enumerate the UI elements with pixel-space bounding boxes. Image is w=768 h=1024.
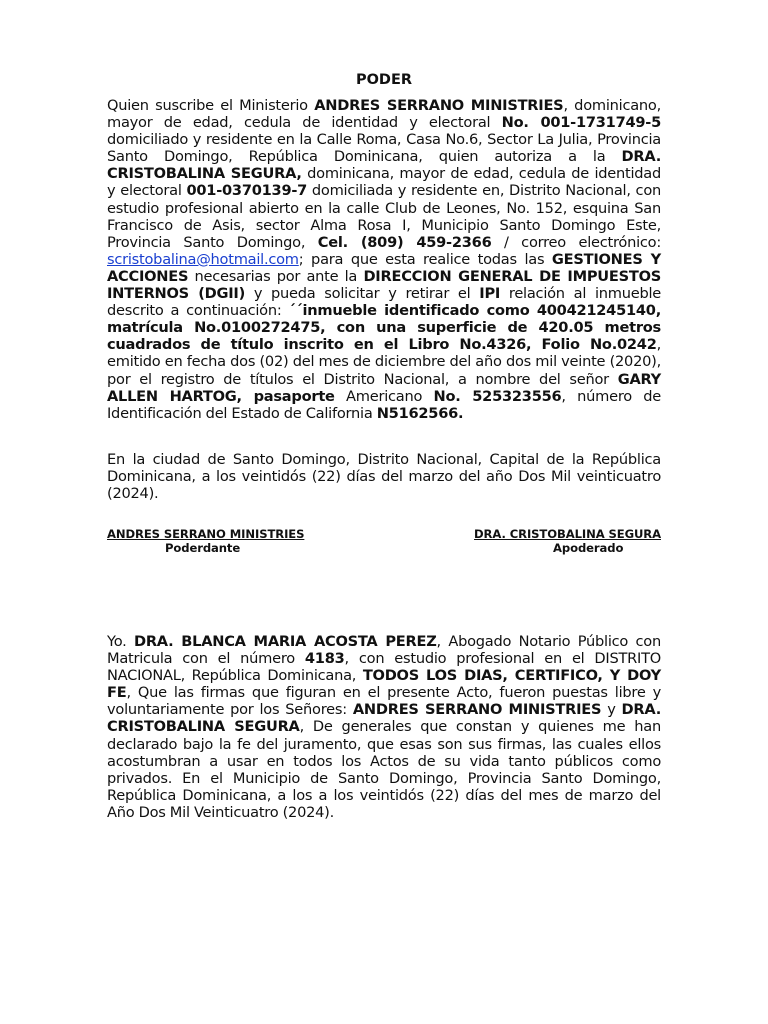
- bold-text-run: No. 001-1731749-5: [501, 114, 662, 132]
- bold-text-run: 001-0370139-7: [186, 182, 308, 200]
- bold-text-run: ´´inmueble identificado como 400421245140, matrícula No.0100272475, con una superficie de 420.05 metros cuadrados de título inscrito en el Libro No.4326, Folio No.0242: [107, 302, 661, 354]
- power-of-attorney-paragraph: [107, 97, 661, 422]
- bold-text-run: Cel. (809) 459-2366: [317, 233, 492, 251]
- email-link[interactable]: scristobalina@hotmail.com: [107, 250, 299, 268]
- bold-text-run: GARY ALLEN HARTOG, pasaporte: [107, 370, 661, 405]
- bold-text-run: DRA. CRISTOBALINA SEGURA,: [107, 148, 661, 183]
- text-run: Yo.: [107, 633, 134, 650]
- text-run: , Abogado Notario Público con Matricula con el número: [107, 633, 661, 668]
- attorney-name: DRA. CRISTOBALINA SEGURA: [474, 527, 661, 541]
- text-run: , De generales que constan y quienes me han declarado bajo la fe del juramento, que esas son sus firmas, las cuales ellos acostumbran a usar en todos los Actos de su vida tanto públicos como privados. En el Municipio de Santo Domingo, Provincia Santo Domingo, República Dominicana, a los a los veintidós (22) días del mes de marzo del Año Dos Mil Veinticuatro (2024).: [107, 718, 661, 821]
- bold-text-run: ANDRES SERRANO MINISTRIES: [352, 701, 602, 719]
- bold-text-run: GESTIONES Y ACCIONES: [107, 250, 661, 285]
- text-run: , dominicano, mayor de edad, cedula de identidad y electoral: [107, 97, 661, 132]
- text-run: domiciliado y residente en la Calle Roma, Casa No.6, Sector La Julia, Provincia Santo Domingo, República Dominicana, quien autoriza a la: [107, 131, 661, 166]
- bold-text-run: DRA. BLANCA MARIA ACOSTA PEREZ: [133, 633, 437, 650]
- notary-certification-paragraph: [107, 633, 661, 821]
- text-run: dominicana, mayor de edad, cedula de identidad y electoral: [107, 165, 661, 200]
- text-run: , Que las firmas que figuran en el presente Acto, fueron puestas libre y voluntariamente por los Señores:: [107, 684, 661, 719]
- text-run: / correo electrónico:: [491, 233, 661, 251]
- text-run: domiciliada y residente en, Distrito Nacional, con estudio profesional abierto en la calle Club de Leones, No. 152, esquina San Francisco de Asis, sector Alma Rosa I, Municipio Santo Domingo Este, Provincia Santo Domingo,: [107, 182, 661, 251]
- grantor-name: ANDRES SERRANO MINISTRIES: [107, 527, 305, 541]
- bold-text-run: N5162566.: [376, 404, 464, 422]
- text-run: y: [601, 701, 622, 719]
- bold-text-run: TODOS LOS DIAS, CERTIFICO, Y DOY FE: [107, 667, 661, 702]
- bold-text-run: DRA. CRISTOBALINA SEGURA: [107, 701, 662, 736]
- bold-text-run: 4183: [304, 650, 345, 668]
- text-run: relación al inmueble descrito a continuación:: [107, 285, 661, 320]
- text-run: , emitido en fecha dos (02) del mes de diciembre del año dos mil veinte (2020), por el registro de títulos el Distrito Nacional, a nombre del señor: [107, 336, 661, 388]
- text-run: y pueda solicitar y retirar el: [245, 285, 480, 303]
- text-run: En la ciudad de Santo Domingo, Distrito Nacional, Capital de la República Dominicana, a los veintidós (22) días del marzo del año Dos Mil veinticuatro (2024).: [107, 451, 661, 503]
- bold-text-run: No. 525323556: [433, 387, 562, 405]
- bold-text-run: IPI: [479, 285, 501, 303]
- date-location-paragraph: [107, 451, 661, 502]
- signature-block-attorney: [474, 527, 661, 555]
- document-title: PODER: [355, 72, 413, 88]
- text-run: , con estudio profesional en el DISTRITO NACIONAL, República Dominicana,: [107, 650, 661, 685]
- text-run: necesarias por ante la: [188, 267, 364, 285]
- text-run: Americano: [334, 387, 434, 405]
- text-run: Quien suscribe el Ministerio: [107, 97, 315, 114]
- grantor-role: Poderdante: [165, 541, 241, 555]
- text-run: ; para que esta realice todas las: [298, 250, 552, 268]
- signature-block-grantor: [107, 527, 304, 555]
- attorney-role: Apoderado: [553, 541, 624, 555]
- bold-text-run: DIRECCION GENERAL DE IMPUESTOS INTERNOS (DGII): [107, 267, 662, 303]
- text-run: , número de Identificación del Estado de California: [107, 387, 661, 422]
- bold-text-run: ANDRES SERRANO MINISTRIES: [314, 97, 564, 114]
